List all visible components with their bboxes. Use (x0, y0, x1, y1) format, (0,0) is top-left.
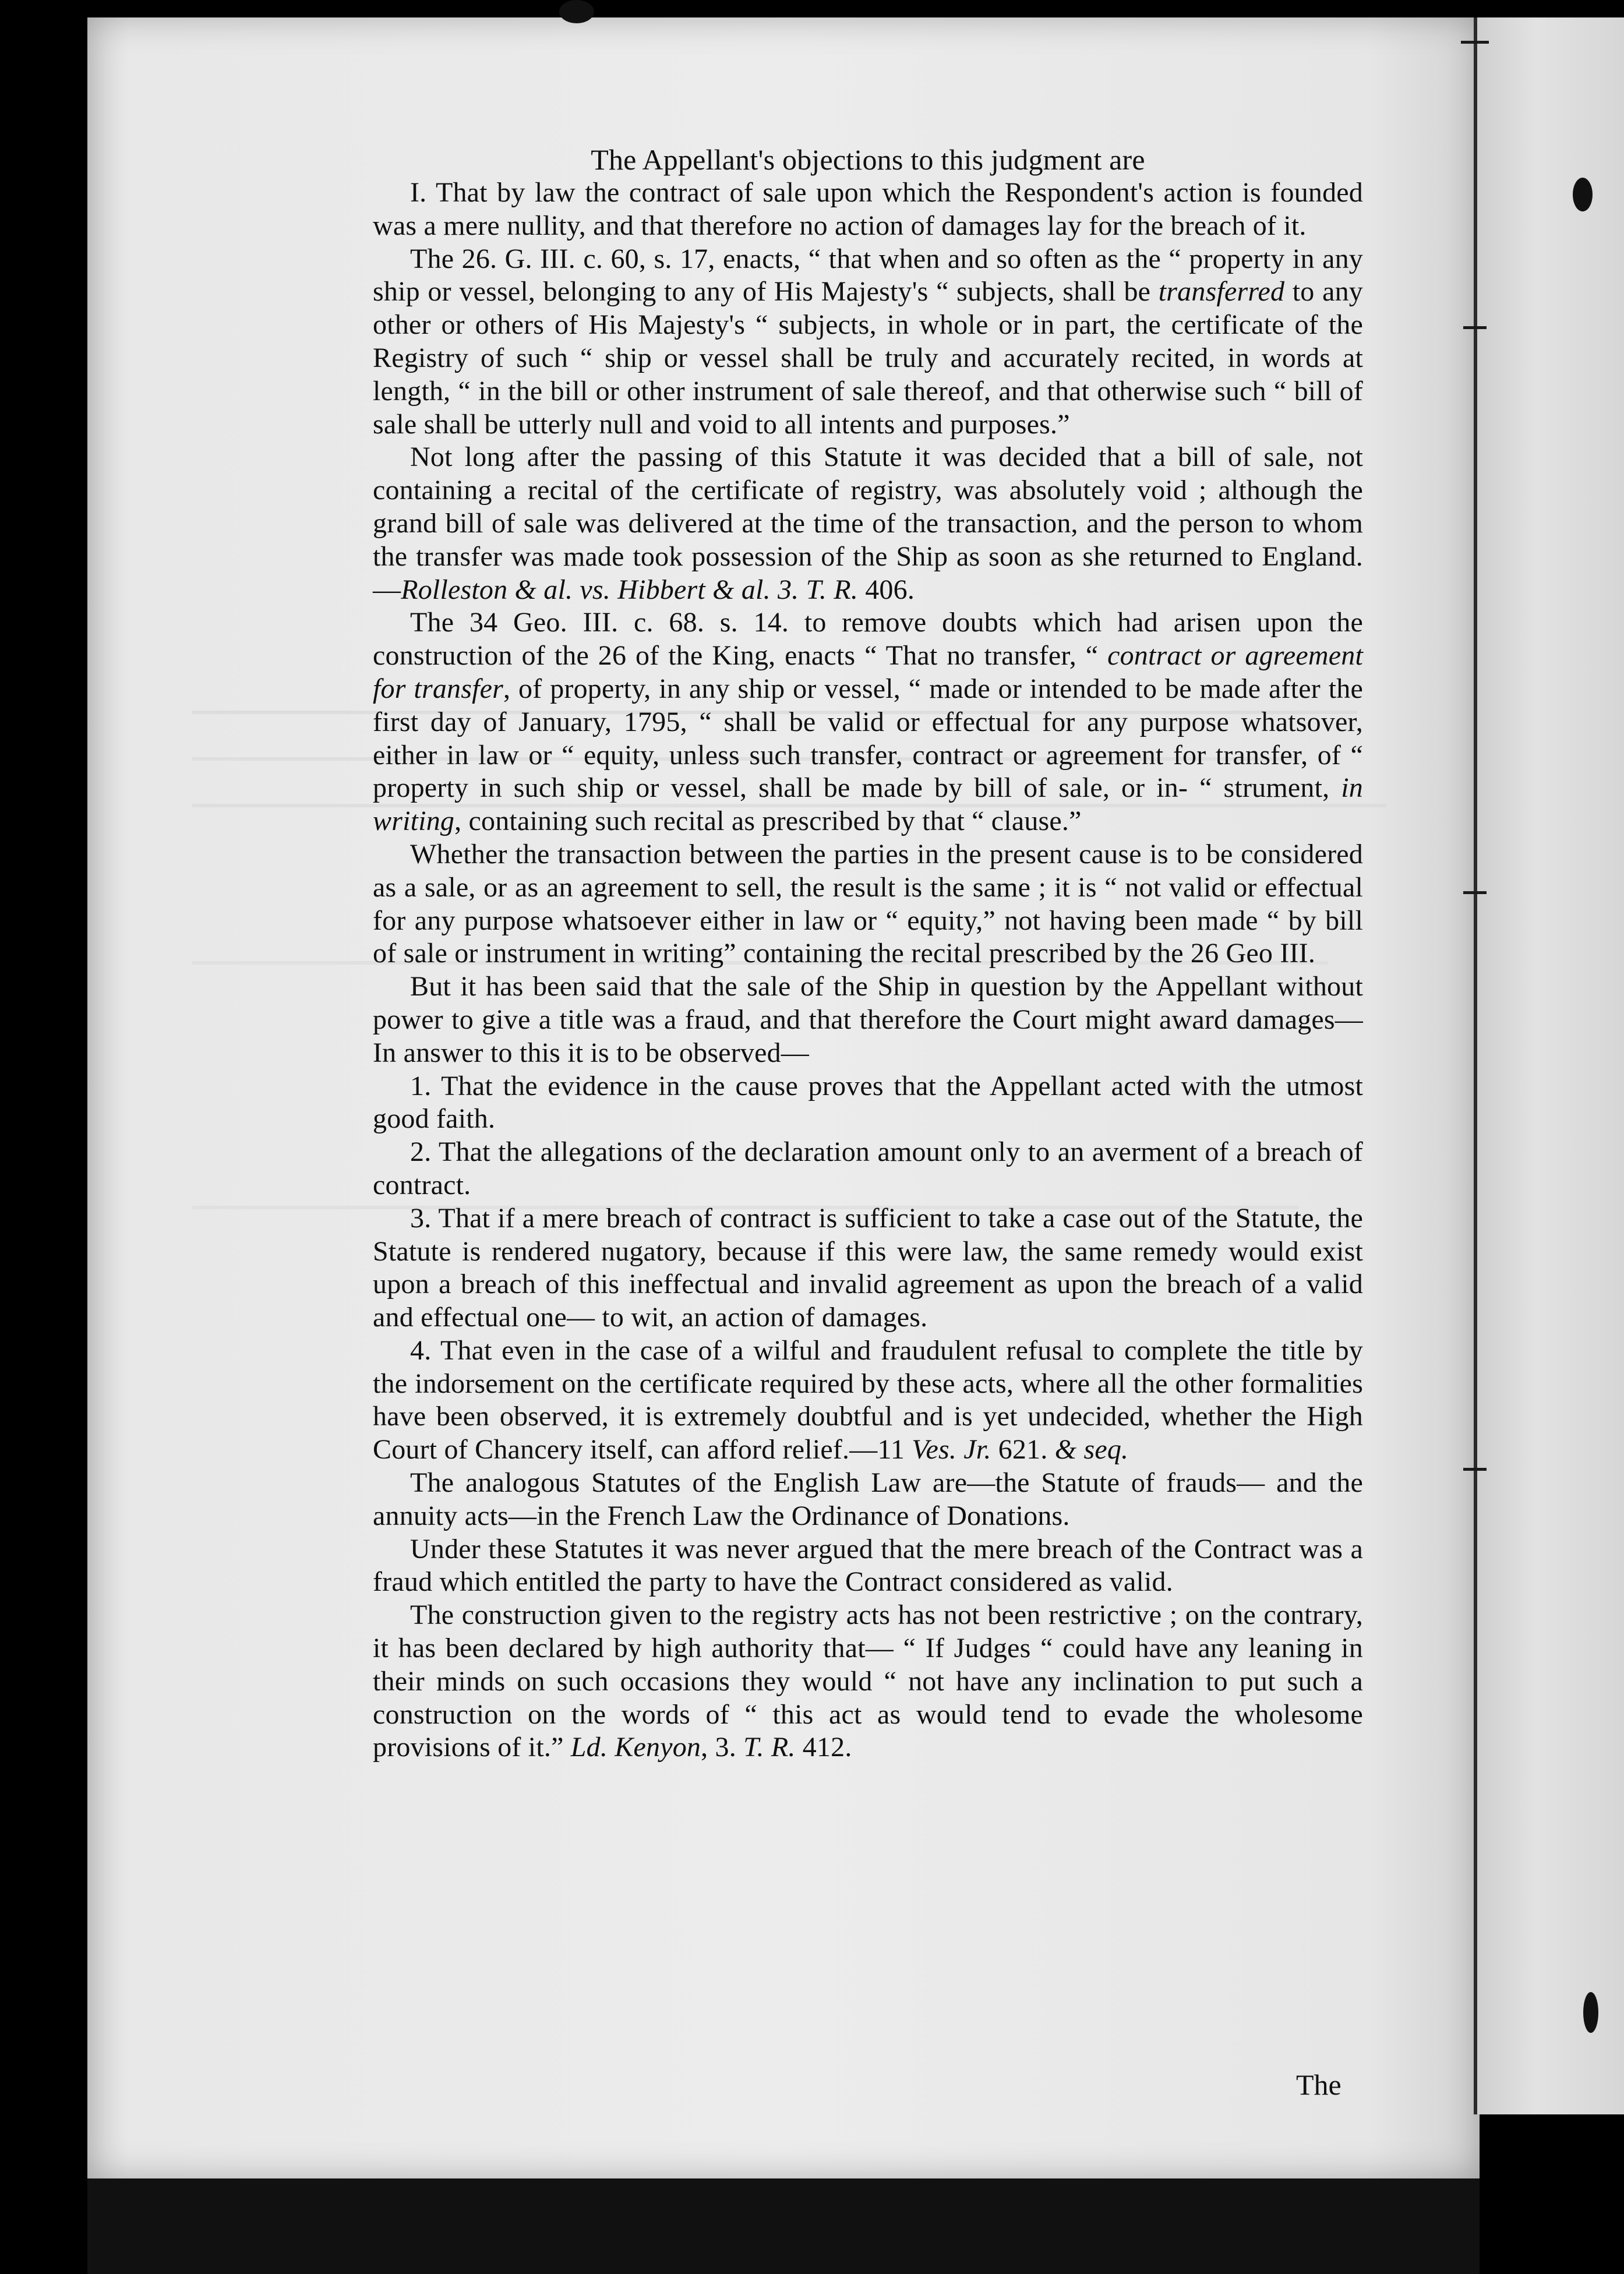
paragraph-p11 (373, 1467, 1363, 1533)
paragraph-text: Whether the transaction between the parties in the present cause is to be considered as a sale, or as an agreement to sell, the result is the same ; it is “ not valid or effectual for any purpose whatsoever either in law or “ equity,” not having been made “ by bill of sale or instrument in writing” containing the recital prescribed by the 26 Geo III. (373, 838, 1363, 969)
paragraph-p8 (373, 1136, 1363, 1202)
paragraph-text: 621. (991, 1434, 1055, 1466)
paragraph-p1 (373, 176, 1363, 243)
paragraph-text: The construction given to the registry acts has not been restrictive ; on the contrary, it has been declared by high authority that— “ If Judges “ could have any leaning in their minds on such occasions they would “ not have any inclination to put such a construction on the words of “ this act as would tend to evade the wholesome provisions of it.” (373, 1599, 1363, 1763)
paragraph-p9 (373, 1202, 1363, 1334)
paragraph-p5 (373, 838, 1363, 970)
paragraph-text: 1. That the evidence in the cause proves that the Appellant acted with the utmost good faith. (373, 1070, 1363, 1135)
italic-citation: Ld. Kenyon (570, 1732, 701, 1763)
paragraph-text: 3. That if a mere breach of contract is sufficient to take a case out of the Statute, the Statute is rendered nugatory, because if this were law, the same remedy would exist upon a breach of this ineffectual and invalid agreement as upon the breach of a valid and effectual one— to wit, an action of damages. (373, 1202, 1363, 1333)
heading: The Appellant's objections to this judgment are (591, 143, 1145, 176)
italic-citation: T. R. (743, 1732, 796, 1763)
text-column (373, 143, 1363, 1764)
paragraph-p13 (373, 1599, 1363, 1764)
paragraph-p12 (373, 1533, 1363, 1599)
paragraph-text: Under these Statutes it was never argued that the mere breach of the Contract was a fraud which entitled the party to have the Contract considered as valid. (373, 1533, 1363, 1598)
paragraph-text: , 3. (701, 1732, 744, 1763)
paragraph-text: , of property, in any ship or vessel, “ made or intended to be made after the first day of January, 1795, “ shall be valid or effectual for any purpose whatsover, either in law or “ equity, unless such transfer, contract or agreement for transfer, of “ property in such ship or vessel, shall be made by bill of sale, or in- “ strument, (373, 673, 1363, 804)
paragraph-p4 (373, 606, 1363, 838)
paragraph-text: 406. (858, 574, 915, 605)
paragraph-text: , containing such recital as prescribed by that “ clause.” (454, 806, 1082, 837)
paragraph-text: Not long after the passing of this Statute it was decided that a bill of sale, not containing a recital of the certificate of registry, was absolutely void ; although the grand bill of sale was delivered at the time of the transaction, and the person to whom the transfer was made took possession of the Ship as soon as she returned to England.— (373, 442, 1363, 605)
italic-citation: transferred (1158, 276, 1285, 308)
paragraph-p10 (373, 1334, 1363, 1467)
italic-citation: Ves. Jr. (912, 1434, 991, 1466)
italic-citation: contract or agreement for transfer (373, 640, 1363, 704)
paragraph-p6 (373, 970, 1363, 1069)
italic-citation: Rolleston & al. vs. Hibbert & al. 3. T. R. (401, 574, 859, 605)
catchword: The (1296, 2068, 1341, 2101)
paragraph-p7 (373, 1070, 1363, 1136)
paragraph-text: The analogous Statutes of the English Law are—the Statute of frauds— and the annuity acts—in the French Law the Ordinance of Donations. (373, 1467, 1363, 1531)
italic-citation: & seq. (1054, 1434, 1129, 1466)
paragraph-text: to any other or others of His Majesty's “ subjects, in whole or in part, the certificate of the Registry of such “ ship or vessel shall be truly and accurately recited, in words at length, “ in the bill or other instrument of sale thereof, and that otherwise such “ bill of sale shall be utterly null and void to all intents and purposes.” (373, 276, 1363, 440)
paragraph-text: 4. That even in the case of a wilful and fraudulent refusal to complete the title by the indorsement on the certificate required by these acts, where all the other formalities have been observed, it is extremely doubtful and is yet undecided, whether the High Court of Chancery itself, can afford relief.—11 (373, 1334, 1363, 1466)
paragraph-text: 412. (795, 1732, 852, 1763)
paragraph-text: 2. That the allegations of the declaration amount only to an averment of a breach of contract. (373, 1136, 1363, 1200)
paragraph-container (373, 176, 1363, 1764)
paragraph-text: The 34 Geo. III. c. 68. s. 14. to remove doubts which had arisen upon the construction of the 26 of the King, enacts “ That no transfer, “ (373, 607, 1363, 672)
paragraph-text: I. That by law the contract of sale upon which the Respondent's action is founded was a mere nullity, and that therefore no action of damages lay for the breach of it. (373, 177, 1363, 241)
paragraph-p2 (373, 243, 1363, 442)
paragraph-p3 (373, 441, 1363, 606)
paragraph-text: The 26. G. III. c. 60, s. 17, enacts, “ that when and so often as the “ property in any ship or vessel, belonging to any of His Majesty's “ subjects, shall be (373, 243, 1363, 308)
paragraph-text: But it has been said that the sale of the Ship in question by the Appellant without power to give a title was a fraud, and that therefore the Court might award damages—In answer to this it is to be observed— (373, 971, 1363, 1068)
italic-citation: in writing (373, 772, 1363, 837)
